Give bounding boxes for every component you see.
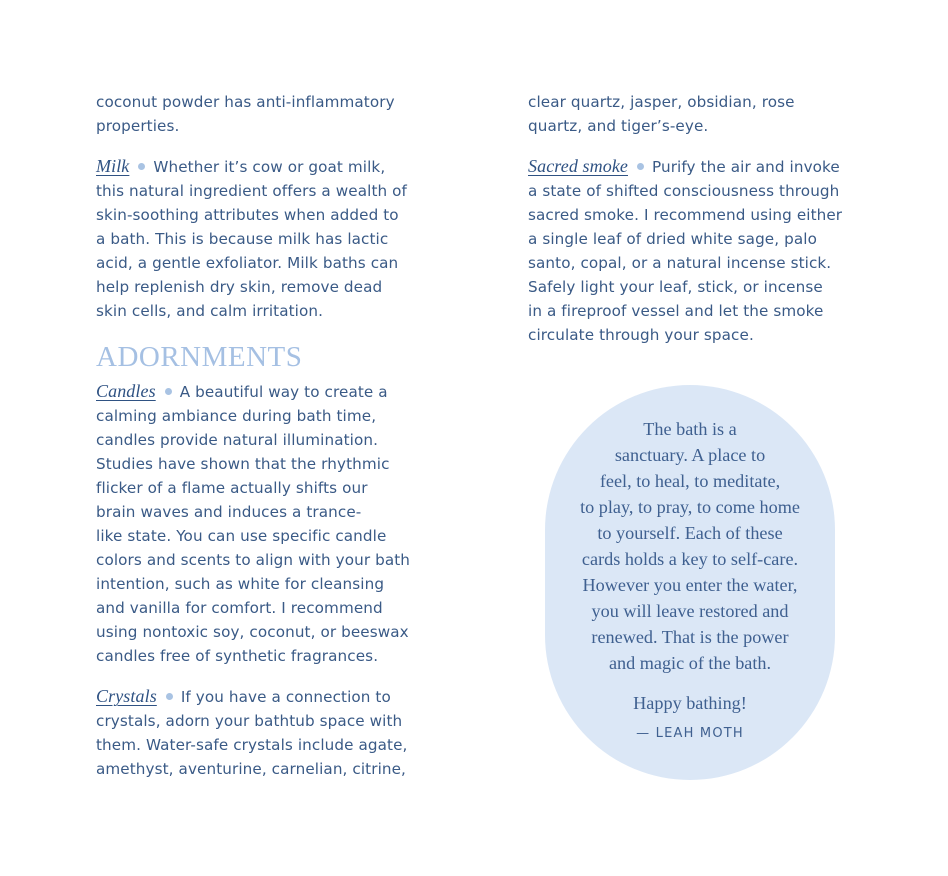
crystals-term: Crystals [96, 686, 157, 706]
quote-author: — LEAH MOTH [636, 726, 744, 741]
crystals-continued-paragraph: clear quartz, jasper, obsidian, rose quartz, and tiger’s-eye. [528, 93, 795, 135]
sacred-smoke-paragraph: Sacred smoke Purify the air and invoke a state of shifted consciousness through sacred smoke. I recommend using either a single leaf of dried white sage, palo santo, copal, or a natural incense stick. Safely light your leaf, stick, or incense in a fireproof vessel and let the smoke circulate through your space. [528, 156, 843, 344]
crystals-paragraph: Crystals If you have a connection to crystals, adorn your bathtub space with them. Water-safe crystals include agate, amethyst, aventurine, carnelian, citrine, [96, 686, 408, 778]
milk-term: Milk [96, 156, 130, 176]
bullet-dot [138, 163, 145, 170]
intro-paragraph: coconut powder has anti-inflammatory properties. [96, 93, 395, 135]
milk-paragraph: Milk Whether it’s cow or goat milk, this natural ingredient offers a wealth of skin-soothing attributes when added to a bath. This is because milk has lactic acid, a gentle exfoliator. Milk baths can help replenish dry skin, remove dead skin cells, and calm irritation. [96, 156, 407, 320]
right-column [528, 90, 888, 347]
quote-closing: Happy bathing! [633, 693, 747, 713]
candles-term: Candles [96, 381, 156, 401]
quote-text: The bath is a sanctuary. A place to feel, to heal, to meditate, to play, to pray, to come home to yourself. Each of these cards holds a key to self-care. However you enter the water, you will leave restored and renewed. That is the power and magic of the bath. [580, 419, 800, 673]
sacred-smoke-term: Sacred smoke [528, 156, 628, 176]
left-column [96, 90, 456, 781]
adornments-heading: ADORNMENTS [96, 341, 303, 373]
bullet-dot [165, 388, 172, 395]
bullet-dot [166, 693, 173, 700]
bullet-dot [637, 163, 644, 170]
quote-block [565, 416, 815, 741]
candles-paragraph: Candles A beautiful way to create a calming ambiance during bath time, candles provide natural illumination. Studies have shown that the rhythmic flicker of a flame actually shifts our brain waves and induces a trance- like state. You can use specific candle colors and scents to align with your bath intention, such as white for cleansing and vanilla for comfort. I recommend using nontoxic soy, coconut, or beeswax candles free of synthetic fragrances. [96, 381, 411, 665]
